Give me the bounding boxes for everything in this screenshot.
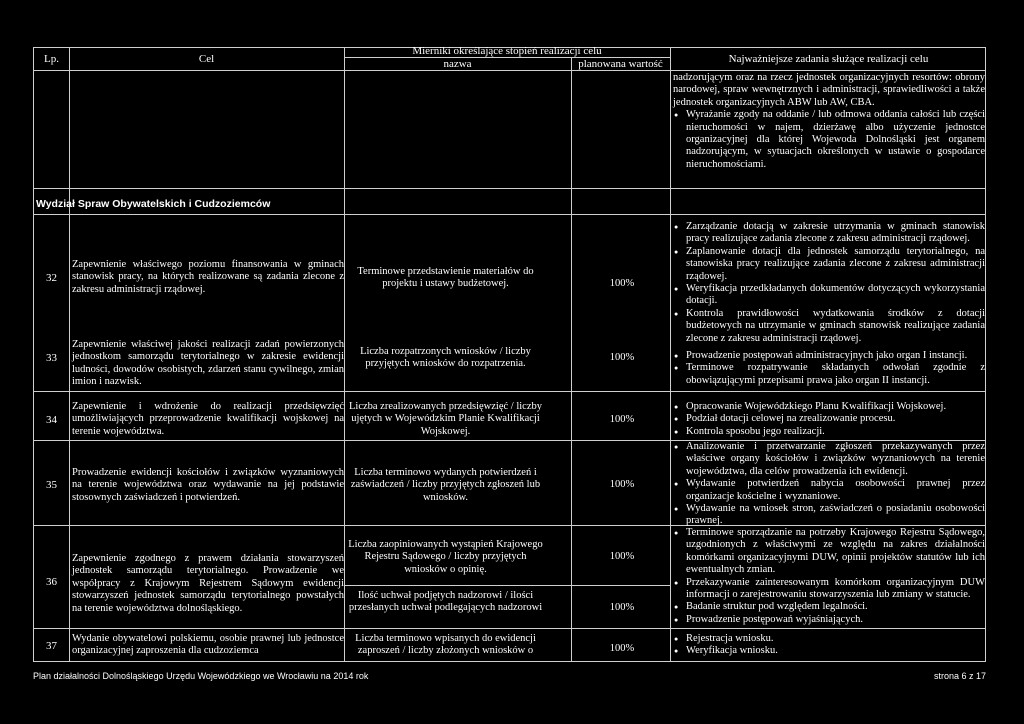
header-cel: Cel bbox=[198, 53, 215, 65]
task-item: ● Zarządzanie dotacją w zakresie utrzymania w gminach stanowisk pracy realizujące zadania zlecone z zakresu administracji rządowej. bbox=[673, 221, 985, 246]
row-34-lp: 34 bbox=[46, 414, 57, 426]
row-37-miernik: Liczba terminowo wpisanych do ewidencji zaproszeń / liczby złożonych wniosków o bbox=[355, 633, 536, 657]
continuation-paragraph: nadzorującym oraz na rzecz jednostek organizacyjnych resortów: obrony narodowej, spraw wewnętrznych i administracji, sprawiedliwości a także jednostek organizacyjnych ABW lub AW, CBA. bbox=[673, 72, 985, 108]
row-35-zadania bbox=[673, 441, 985, 528]
task-item: ● Opracowanie Wojewódzkiego Planu Kwalifikacji Wojskowej. bbox=[673, 401, 985, 413]
plan-table bbox=[33, 47, 986, 662]
task-item: ● Prowadzenie postępowań administracyjnych jako organ I instancji. bbox=[673, 350, 985, 362]
task-item: ● Weryfikacja przedkładanych dokumentów dotyczących wykorzystania dotacji. bbox=[673, 283, 985, 308]
task-item: ● Badanie struktur pod względem legalności. bbox=[673, 601, 985, 613]
row-33-miernik: Liczba rozpatrzonych wniosków / liczby przyjętych wniosków do rozpatrzenia. bbox=[360, 346, 531, 370]
row-separator bbox=[34, 628, 985, 629]
column-divider bbox=[571, 58, 572, 661]
row-separator bbox=[344, 585, 670, 586]
task-item: ● Wydawanie na wniosek stron, zaświadczeń o posiadaniu osobowości prawnej. bbox=[673, 503, 985, 528]
row-35-wartosc: 100% bbox=[609, 479, 635, 490]
row-32-miernik: Terminowe przedstawienie materiałów do projektu i ustawy budżetowej. bbox=[357, 266, 534, 290]
task-item: ● Rejestracja wniosku. bbox=[673, 633, 985, 645]
row-36-lp: 36 bbox=[46, 576, 57, 588]
section-title: Wydział Spraw Obywatelskich i Cudzoziemców bbox=[36, 198, 271, 210]
row-36-miernik: Liczba zaopiniowanych wystąpień Krajowego Rejestru Sądowego / liczby przyjętych wniosków o opinię. bbox=[348, 539, 543, 575]
row-35-cel: Prowadzenie ewidencji kościołów i związków wyznaniowych na terenie województwa oraz wydawanie na jej podstawie stosownych zaświadczeń i potwierdzeń. bbox=[72, 467, 344, 503]
footer-page-number: strona 6 z 17 bbox=[933, 671, 986, 681]
row-33-cel: Zapewnienie właściwej jakości realizacji zadań powierzonych jednostkom samorządu terytorialnego w zakresie ewidencji ludności, dowodów osobistych, zdarzeń stanu cywilnego, zmian imion i nazwisk. bbox=[72, 339, 344, 388]
header-mierniki: Mierniki określające stopień realizacji celu bbox=[412, 45, 602, 57]
row-separator bbox=[34, 391, 985, 392]
task-item: ● Analizowanie i przetwarzanie zgłoszeń przekazywanych przez właściwe organy kościołów i związków wyznaniowych na terenie województwa, dla celów prowadzenia ich ewidencji. bbox=[673, 441, 985, 478]
row-35-miernik: Liczba terminowo wydanych potwierdzeń i zaświadczeń / liczby przyjętych zgłoszeń lub wniosków. bbox=[350, 467, 541, 503]
row-36-zadania bbox=[673, 527, 985, 626]
row-32-wartosc: 100% bbox=[609, 278, 635, 289]
continuation-bullet: ● Wyrażanie zgody na oddanie / lub odmowa oddania całości lub części nieruchomości w najem, dzierżawę albo użyczenie jednostce organizacyjnej dla której Wojewoda Dolnośląski jest organem nadzorującym, w sytuacjach określonych w ustawie o gospodarce nieruchomościami. bbox=[673, 109, 985, 171]
task-item: ● Podział dotacji celowej na zrealizowanie procesu. bbox=[673, 413, 985, 425]
task-item: ● Przekazywanie zainteresowanym komórkom organizacyjnym DUW informacji o zarejestrowaniu stowarzyszenia lub zmiany w statucie. bbox=[673, 577, 985, 602]
column-divider bbox=[344, 48, 345, 661]
task-item: ● Wydawanie potwierdzeń nabycia osobowości prawnej przez organizacje kościelne i wyznaniowe. bbox=[673, 478, 985, 503]
footer-left: Plan działalności Dolnośląskiego Urzędu Wojewódzkiego we Wrocławiu na 2014 rok bbox=[33, 671, 369, 681]
section-bottom-line bbox=[34, 214, 985, 215]
task-item: ● Zaplanowanie dotacji dla jednostek samorządu terytorialnego, na stanowiska pracy realizujące zadania zlecone z zakresu administracji rządowej. bbox=[673, 246, 985, 283]
row-34-wartosc: 100% bbox=[609, 414, 635, 425]
row-36-wartosc: 100% bbox=[609, 551, 635, 562]
row-37-wartosc: 100% bbox=[609, 643, 635, 654]
header-zadania: Najważniejsze zadania służące realizacji celu bbox=[728, 53, 929, 65]
task-item: ● Weryfikacja wniosku. bbox=[673, 645, 985, 657]
task-item: ● Terminowe sporządzanie na potrzeby Krajowego Rejestru Sądowego, uzgodnionych z właściwymi ze względu na zakres działalności komórkami organizacyjnymi DUW, opinii projektów statutów lub ich ewentualnych zmian. bbox=[673, 527, 985, 577]
section-top-line bbox=[34, 188, 985, 189]
row-36-cel: Zapewnienie zgodnego z prawem działania stowarzyszeń jednostek samorządu terytorialnego. Prowadzenie we współpracy z Krajowym Rejestrem Sądowym ewidencji stowarzyszeń jednostek samorządu terytorialnego powstałych na terenie województwa dolnośląskiego. bbox=[72, 553, 344, 614]
continuation-text bbox=[673, 72, 985, 171]
row-37-zadania bbox=[673, 633, 985, 658]
row-37-lp: 37 bbox=[46, 640, 57, 652]
task-item: ● Kontrola sposobu jego realizacji. bbox=[673, 426, 985, 438]
task-item: ● Kontrola prawidłowości wydatkowania środków z dotacji budżetowych na utrzymanie w gminach stanowisk realizujące zadania zlecone z zakresu administracji rządowej. bbox=[673, 308, 985, 345]
header-planowana: planowana wartość bbox=[578, 58, 663, 70]
header-nazwa: nazwa bbox=[443, 58, 472, 70]
column-divider bbox=[69, 48, 70, 661]
row-37-cel: Wydanie obywatelowi polskiemu, osobie prawnej lub jednostce organizacyjnej zaproszenia dla cudzoziemca bbox=[72, 633, 344, 657]
row-32-cel: Zapewnienie właściwego poziomu finansowania w gminach stanowisk pracy, na których realizowane są zadania zlecone z zakresu administracji rządowej. bbox=[72, 259, 344, 295]
header-lp: Lp. bbox=[44, 53, 59, 65]
row-32-zadania bbox=[673, 221, 985, 345]
row-35-lp: 35 bbox=[46, 479, 57, 491]
row-36-miernik-2: Ilość uchwał podjętych nadzorowi / ilości przesłanych uchwał podlegających nadzorowi bbox=[348, 590, 543, 614]
row-33-wartosc: 100% bbox=[609, 352, 635, 363]
task-item: ● Terminowe rozpatrywanie składanych odwołań zgodnie z obowiązującymi przepisami prawa jako organ II instancji. bbox=[673, 362, 985, 387]
row-33-zadania bbox=[673, 350, 985, 387]
row-34-miernik: Liczba zrealizowanych przedsięwzięć / liczby ujętych w Wojewódzkim Planie Kwalifikacji Wojskowej. bbox=[349, 401, 542, 437]
column-divider bbox=[670, 48, 671, 661]
row-33-lp: 33 bbox=[46, 352, 57, 364]
task-item: ● Prowadzenie postępowań wyjaśniających. bbox=[673, 614, 985, 626]
row-34-zadania bbox=[673, 401, 985, 438]
row-32-lp: 32 bbox=[46, 272, 57, 284]
row-34-cel: Zapewnienie i wdrożenie do realizacji przedsięwzięć umożliwiających przeprowadzenie kwalifikacji wojskowej na terenie województwa. bbox=[72, 401, 344, 437]
row-36-wartosc-2: 100% bbox=[609, 602, 635, 613]
